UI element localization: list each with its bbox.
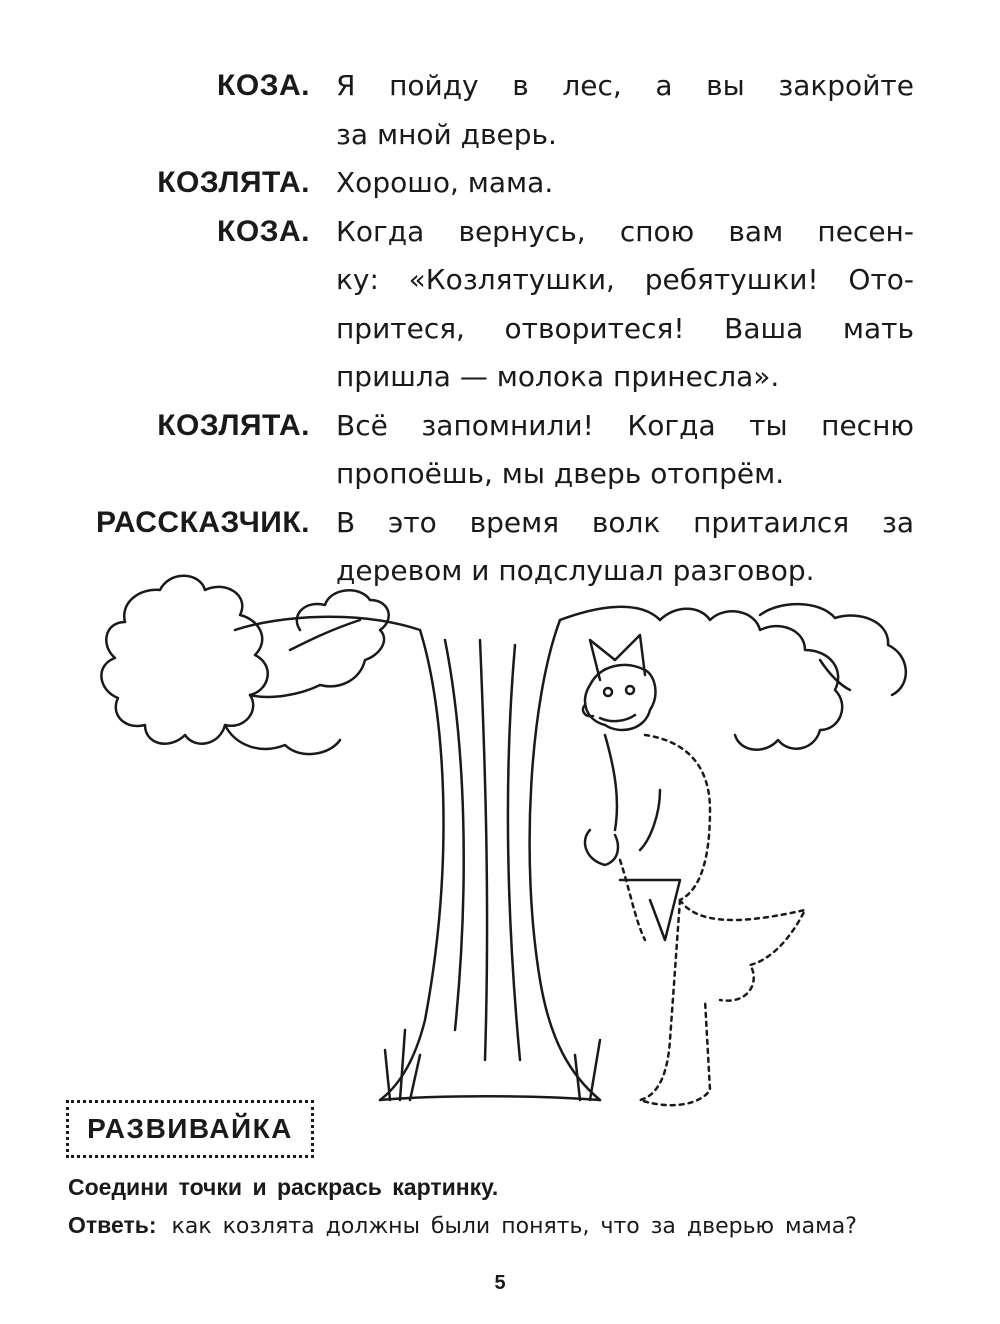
- dialogue: [0, 62, 1000, 596]
- word: вам: [728, 214, 784, 248]
- word: волк: [591, 505, 661, 539]
- replica-text: [336, 402, 914, 450]
- dialogue-line: [0, 402, 1000, 451]
- word: ребятушки!: [644, 263, 819, 296]
- replica-text: пропоёшь, мы дверь отопрём.: [336, 457, 785, 490]
- replica-text: [336, 256, 914, 304]
- question-label: Ответь:: [68, 1212, 157, 1238]
- speaker-label: КОЗА.: [217, 214, 310, 248]
- page-number: 5: [494, 1272, 506, 1294]
- word: лес,: [562, 69, 622, 102]
- tree-canopy-right: [660, 604, 906, 750]
- speaker-label: РАССКАЗЧИК.: [95, 505, 310, 539]
- word: время: [469, 505, 560, 539]
- question-text: как козлята должны были понять, что за дверью мама?: [171, 1214, 857, 1239]
- word: «Козлятушки,: [408, 263, 615, 296]
- word: вы: [706, 69, 745, 102]
- replica-text: пришла — молока принесла».: [336, 360, 780, 393]
- dialogue-line: [0, 62, 1000, 111]
- tree-canopy-left: [101, 576, 388, 754]
- replica-text: [336, 62, 914, 110]
- replica-text: [336, 305, 914, 353]
- word: пойду: [389, 69, 479, 102]
- dialogue-line: [0, 159, 1000, 208]
- word: за: [881, 505, 914, 539]
- replica-text: [336, 208, 914, 256]
- speaker-label: КОЗА.: [217, 69, 310, 102]
- word: в: [512, 69, 529, 102]
- word: В: [336, 505, 356, 539]
- dialogue-line: [0, 450, 1000, 499]
- word: Ваша: [724, 311, 804, 345]
- speaker-label: КОЗЛЯТА.: [157, 408, 310, 442]
- dialogue-line: [0, 256, 1000, 305]
- word: спою: [619, 214, 695, 248]
- tree-and-wolf-illustration: [60, 560, 940, 1120]
- dialogue-line: [0, 208, 1000, 257]
- word: запомнили!: [421, 408, 594, 442]
- word: это: [388, 505, 437, 539]
- word: притаился: [693, 505, 850, 539]
- activity-question: [68, 1212, 857, 1239]
- word: Я: [336, 69, 356, 102]
- activity-badge: РАЗВИВАЙКА: [66, 1100, 314, 1158]
- word: ку:: [336, 263, 379, 296]
- word: Когда: [336, 214, 425, 248]
- activity-task: Соедини точки и раскрась картинку.: [68, 1174, 499, 1200]
- replica-text: [336, 499, 914, 547]
- grass: [385, 1030, 600, 1100]
- tree-trunk: [235, 607, 660, 1100]
- wolf-figure: [583, 635, 805, 1105]
- word: Когда: [627, 408, 716, 442]
- dialogue-line: [0, 353, 1000, 402]
- word: Всё: [336, 408, 388, 442]
- replica-text: за мной дверь.: [336, 117, 557, 151]
- word: песен-: [817, 214, 914, 248]
- word: закройте: [778, 69, 914, 102]
- dialogue-line: [0, 499, 1000, 548]
- replica-text: Хорошо, мама.: [336, 166, 554, 199]
- word: песню: [821, 408, 914, 442]
- word: Ото-: [848, 263, 914, 296]
- replica-text: деревом и подслушал разговор.: [336, 554, 815, 587]
- word: притеся,: [336, 311, 465, 345]
- word: ты: [749, 408, 788, 442]
- word: а: [655, 69, 673, 102]
- speaker-label: КОЗЛЯТА.: [157, 166, 310, 199]
- dialogue-line: [0, 305, 1000, 354]
- word: вернусь,: [458, 214, 586, 248]
- word: отворитеся!: [504, 311, 685, 345]
- word: мать: [842, 311, 914, 345]
- dialogue-line: [0, 111, 1000, 160]
